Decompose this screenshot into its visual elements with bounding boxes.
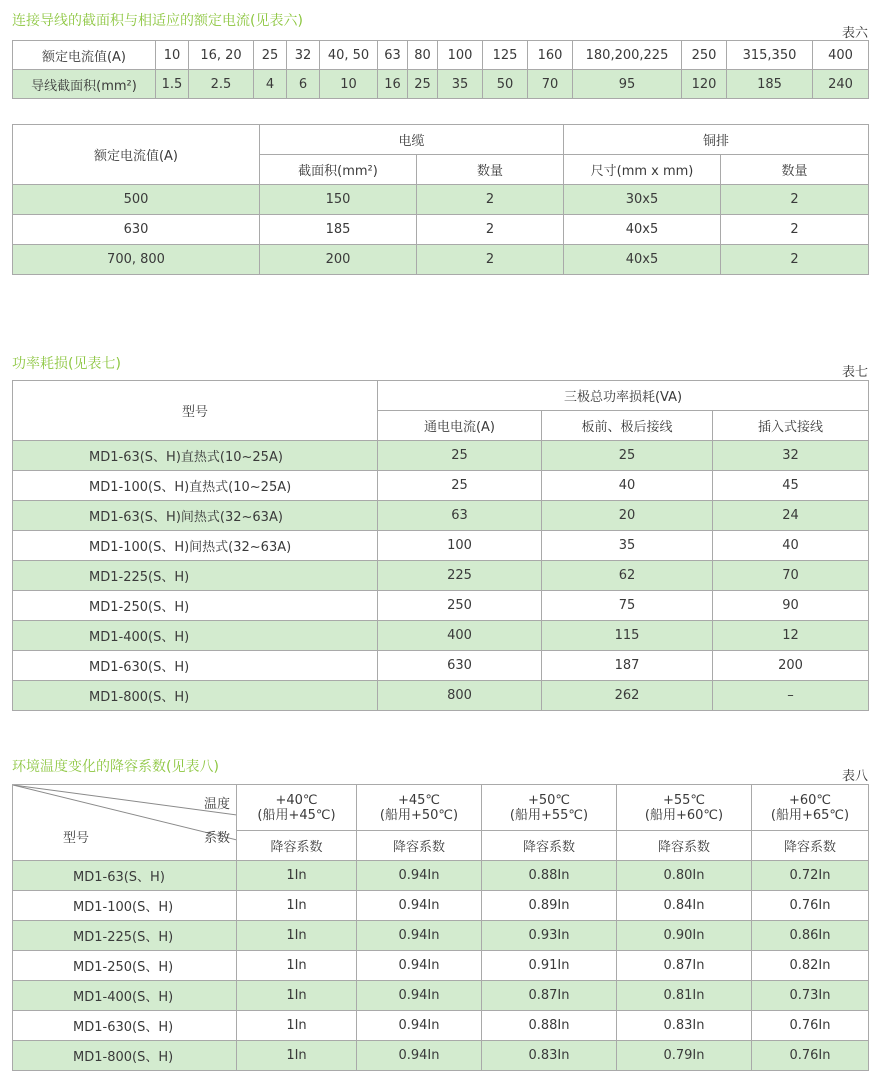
cell: 75 <box>542 591 713 621</box>
cell: 0.94In <box>357 1041 482 1071</box>
cell: 10 <box>320 70 378 99</box>
cell: 6 <box>287 70 320 99</box>
model-header: 型号 <box>13 381 378 441</box>
cell: 115 <box>542 621 713 651</box>
cell: 16, 20 <box>189 41 254 70</box>
table-row <box>13 621 869 651</box>
table-row <box>13 441 869 471</box>
cell: 25 <box>408 70 438 99</box>
cell: 16 <box>378 70 408 99</box>
section8-title: 环境温度变化的降容系数(见表八) <box>12 759 219 775</box>
derating-header: 降容系数 <box>357 831 482 861</box>
cell: 1In <box>237 951 357 981</box>
cell: 35 <box>438 70 483 99</box>
model-cell: MD1-630(S、H) <box>13 651 378 681</box>
cell: 100 <box>378 531 542 561</box>
cell: 150 <box>260 185 417 215</box>
cell: 185 <box>727 70 813 99</box>
cell: 1.5 <box>156 70 189 99</box>
wire-current-table <box>12 40 869 99</box>
cell: 200 <box>260 245 417 275</box>
cell: 2.5 <box>189 70 254 99</box>
cell: 20 <box>542 501 713 531</box>
table-row <box>13 531 869 561</box>
derating-header: 降容系数 <box>752 831 869 861</box>
cell: 12 <box>713 621 869 651</box>
temp-header: +45℃ (船用+50℃) <box>357 785 482 831</box>
cell: 0.88In <box>482 861 617 891</box>
temp-header: +60℃ (船用+65℃) <box>752 785 869 831</box>
table-row <box>13 981 869 1011</box>
model-cell: MD1-400(S、H) <box>13 981 237 1011</box>
table-row <box>13 185 869 215</box>
cell: 0.94In <box>357 981 482 1011</box>
cell: 63 <box>378 501 542 531</box>
table-row <box>13 681 869 711</box>
table-row <box>13 921 869 951</box>
cell: 80 <box>408 41 438 70</box>
cell: 2 <box>417 185 564 215</box>
cell: 0.76In <box>752 1041 869 1071</box>
cell: 0.91In <box>482 951 617 981</box>
cell: 1In <box>237 861 357 891</box>
cell: 262 <box>542 681 713 711</box>
table-row <box>13 1011 869 1041</box>
model-label: 型号 <box>63 831 90 846</box>
cell: 0.72In <box>752 861 869 891</box>
cell: 70 <box>528 70 573 99</box>
table-row <box>13 245 869 275</box>
derating-header: 降容系数 <box>617 831 752 861</box>
cable-qty-header: 数量 <box>417 155 564 185</box>
temp-header: +50℃ (船用+55℃) <box>482 785 617 831</box>
cell: 120 <box>682 70 727 99</box>
rated-current-head: 额定电流值(A) <box>13 41 156 70</box>
cell: 40 <box>713 531 869 561</box>
cell: 10 <box>156 41 189 70</box>
cell: 25 <box>254 41 287 70</box>
current-header: 通电电流(A) <box>378 411 542 441</box>
cell: 2 <box>721 185 869 215</box>
section6-title: 连接导线的截面积与相适应的额定电流(见表六) <box>12 13 303 29</box>
cell: 0.73In <box>752 981 869 1011</box>
cell: 400 <box>813 41 869 70</box>
cell: 0.89In <box>482 891 617 921</box>
temp-header: +55℃ (船用+60℃) <box>617 785 752 831</box>
cell: 25 <box>378 471 542 501</box>
model-cell: MD1-63(S、H)直热式(10~25A) <box>13 441 378 471</box>
cell: 100 <box>438 41 483 70</box>
cell: 0.79In <box>617 1041 752 1071</box>
derating-header: 降容系数 <box>482 831 617 861</box>
cell: 0.76In <box>752 891 869 921</box>
cell: 0.83In <box>617 1011 752 1041</box>
cell: 40, 50 <box>320 41 378 70</box>
cell: 250 <box>682 41 727 70</box>
cell: 315,350 <box>727 41 813 70</box>
table-row <box>13 891 869 921</box>
cell: 2 <box>417 245 564 275</box>
cell: 0.83In <box>482 1041 617 1071</box>
plugin-header: 插入式接线 <box>713 411 869 441</box>
cell: 250 <box>378 591 542 621</box>
temp-header: +40℃ (船用+45℃) <box>237 785 357 831</box>
cell: 240 <box>813 70 869 99</box>
cell: 0.82In <box>752 951 869 981</box>
model-cell: MD1-100(S、H)直热式(10~25A) <box>13 471 378 501</box>
table-row <box>13 561 869 591</box>
cell: 800 <box>378 681 542 711</box>
model-cell: MD1-250(S、H) <box>13 591 378 621</box>
cell: 225 <box>378 561 542 591</box>
cell: 2 <box>721 215 869 245</box>
cell: 30x5 <box>564 185 721 215</box>
cell: 0.94In <box>357 861 482 891</box>
cell: 0.84In <box>617 891 752 921</box>
cell: 400 <box>378 621 542 651</box>
model-cell: MD1-400(S、H) <box>13 621 378 651</box>
table-row <box>13 1041 869 1071</box>
diagonal-lines <box>13 785 237 861</box>
cell: 0.90In <box>617 921 752 951</box>
cell: 32 <box>287 41 320 70</box>
derating-header: 降容系数 <box>237 831 357 861</box>
rated-current-header: 额定电流值(A) <box>13 125 260 185</box>
cell: 200 <box>713 651 869 681</box>
cable-copper-table <box>12 124 869 275</box>
cell: 25 <box>542 441 713 471</box>
model-cell: MD1-100(S、H) <box>13 891 237 921</box>
size-header: 尺寸(mm x mm) <box>564 155 721 185</box>
cell: 0.87In <box>617 951 752 981</box>
model-cell: MD1-250(S、H) <box>13 951 237 981</box>
diagonal-header-cell <box>13 785 237 861</box>
section7-title: 功率耗损(见表七) <box>12 356 121 372</box>
table7-label: 表七 <box>841 365 868 380</box>
model-cell: MD1-100(S、H)间热式(32~63A) <box>13 531 378 561</box>
model-cell: MD1-63(S、H)间热式(32~63A) <box>13 501 378 531</box>
cell: 62 <box>542 561 713 591</box>
cable-header: 电缆 <box>260 125 564 155</box>
cell: 63 <box>378 41 408 70</box>
cell: 50 <box>483 70 528 99</box>
cell: 1In <box>237 981 357 1011</box>
cell: 45 <box>713 471 869 501</box>
cell: 1In <box>237 921 357 951</box>
cell: 0.86In <box>752 921 869 951</box>
cell: 0.87In <box>482 981 617 1011</box>
cell: 185 <box>260 215 417 245</box>
cell: 0.94In <box>357 891 482 921</box>
model-cell: MD1-63(S、H) <box>13 861 237 891</box>
table-row <box>13 471 869 501</box>
table6-label: 表六 <box>841 26 868 41</box>
model-cell: MD1-630(S、H) <box>13 1011 237 1041</box>
rated-current-row <box>13 41 869 70</box>
cell: – <box>713 681 869 711</box>
model-cell: MD1-225(S、H) <box>13 561 378 591</box>
cell: 0.94In <box>357 921 482 951</box>
cell: 700, 800 <box>13 245 260 275</box>
cell: 1In <box>237 891 357 921</box>
cell: 2 <box>721 245 869 275</box>
cell: 90 <box>713 591 869 621</box>
cell: 35 <box>542 531 713 561</box>
cell: 2 <box>417 215 564 245</box>
model-cell: MD1-800(S、H) <box>13 681 378 711</box>
derating-table <box>12 784 869 1071</box>
cross-section-row <box>13 70 869 99</box>
temp-label: 温度 <box>203 797 230 812</box>
cell: 1In <box>237 1011 357 1041</box>
copper-header: 铜排 <box>564 125 869 155</box>
cell: 0.88In <box>482 1011 617 1041</box>
cell: 1In <box>237 1041 357 1071</box>
cell: 0.80In <box>617 861 752 891</box>
table-row <box>13 591 869 621</box>
cell: 125 <box>483 41 528 70</box>
table-row <box>13 861 869 891</box>
cell: 187 <box>542 651 713 681</box>
cell: 160 <box>528 41 573 70</box>
cell: 0.94In <box>357 951 482 981</box>
front-back-header: 板前、极后接线 <box>542 411 713 441</box>
cell: 95 <box>573 70 682 99</box>
table-row <box>13 501 869 531</box>
model-cell: MD1-800(S、H) <box>13 1041 237 1071</box>
cross-section-header: 截面积(mm²) <box>260 155 417 185</box>
cell: 25 <box>378 441 542 471</box>
table-row <box>13 215 869 245</box>
cell: 0.76In <box>752 1011 869 1041</box>
coef-label: 系数 <box>203 831 230 846</box>
cell: 180,200,225 <box>573 41 682 70</box>
cell: 0.93In <box>482 921 617 951</box>
cell: 0.81In <box>617 981 752 1011</box>
cell: 40x5 <box>564 245 721 275</box>
model-cell: MD1-225(S、H) <box>13 921 237 951</box>
cell: 500 <box>13 185 260 215</box>
cell: 40x5 <box>564 215 721 245</box>
cell: 0.94In <box>357 1011 482 1041</box>
table-row <box>13 951 869 981</box>
table-row <box>13 651 869 681</box>
cell: 630 <box>13 215 260 245</box>
cell: 70 <box>713 561 869 591</box>
power-loss-header: 三极总功率损耗(VA) <box>378 381 869 411</box>
cell: 4 <box>254 70 287 99</box>
cell: 24 <box>713 501 869 531</box>
cell: 630 <box>378 651 542 681</box>
cell: 40 <box>542 471 713 501</box>
copper-qty-header: 数量 <box>721 155 869 185</box>
cell: 32 <box>713 441 869 471</box>
power-loss-table <box>12 380 869 711</box>
table8-label: 表八 <box>841 769 868 784</box>
cross-section-head: 导线截面积(mm²) <box>13 70 156 99</box>
